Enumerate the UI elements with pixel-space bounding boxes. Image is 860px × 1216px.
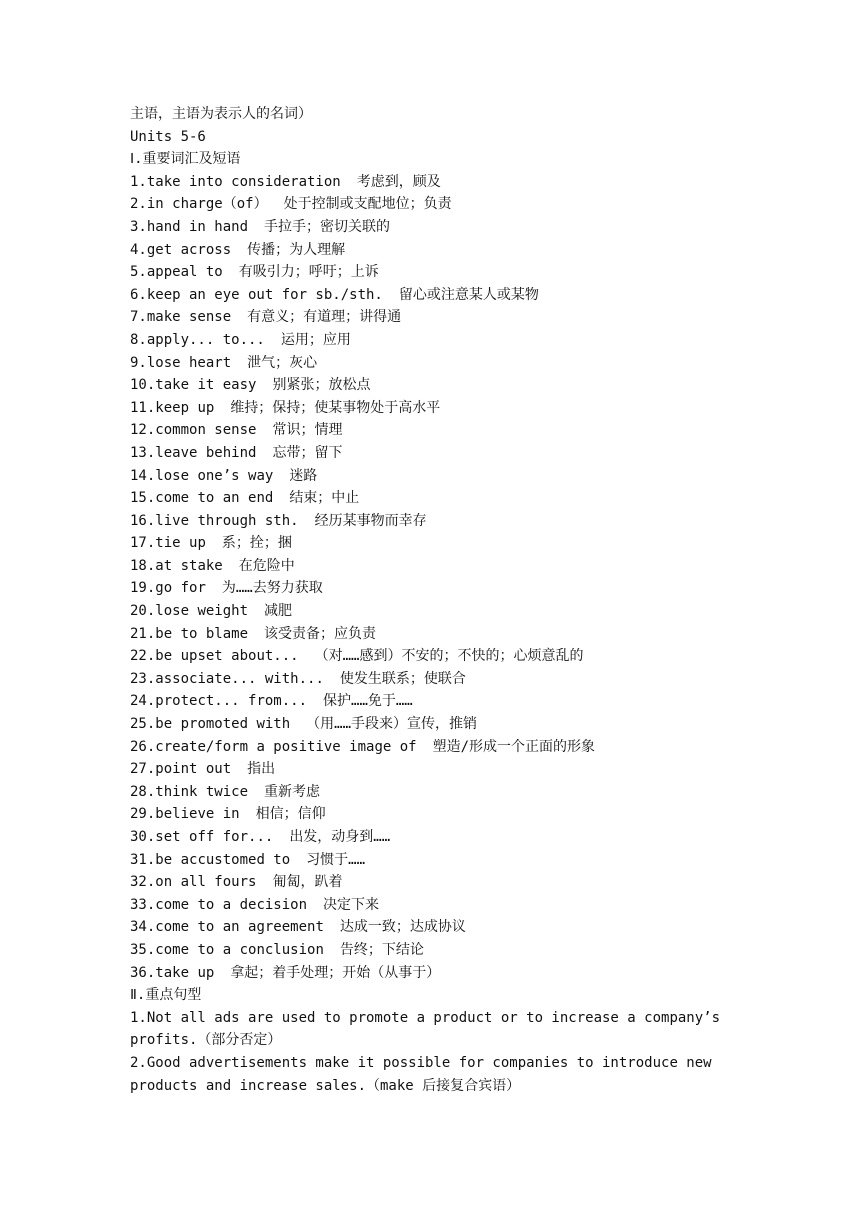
vocab-gap	[231, 352, 247, 375]
vocab-meaning: 系；拴；捆	[221, 535, 292, 552]
vocab-item	[130, 284, 740, 307]
vocab-item	[130, 758, 740, 781]
vocab-meaning: （用……手段来）宣传，推销	[306, 716, 478, 733]
vocab-number: 20.	[130, 603, 156, 620]
vocab-item	[130, 532, 740, 555]
vocab-gap	[256, 871, 272, 894]
vocab-gap	[248, 216, 264, 239]
vocab-meaning: 减肥	[264, 603, 293, 620]
vocab-number: 12.	[130, 422, 156, 439]
vocab-meaning: 为……去努力获取	[221, 580, 323, 597]
vocab-term: come to a conclusion	[155, 941, 324, 958]
section-title: Units 5-6	[130, 128, 206, 145]
vocab-term: make sense	[146, 309, 232, 326]
vocab-gap	[383, 284, 399, 307]
vocab-meaning: 指出	[247, 761, 276, 778]
vocab-meaning: 出发，动身到……	[289, 829, 391, 845]
vocab-meaning: 手拉手；密切关联的	[264, 218, 391, 235]
vocab-meaning: 使发生联系；使联合	[339, 670, 466, 687]
vocab-meaning: 考虑到，顾及	[356, 173, 441, 190]
vocab-gap	[206, 577, 222, 600]
vocab-term: protect... from...	[155, 693, 308, 710]
vocab-term: come to a decision	[155, 896, 308, 913]
vocab-meaning: （对……感到）不安的；不快的；心烦意乱的	[314, 648, 584, 665]
vocab-meaning: 经历某事物而幸存	[314, 512, 427, 529]
vocab-gap	[324, 939, 340, 962]
vocab-number: 24.	[130, 693, 156, 710]
vocab-number: 3.	[130, 218, 147, 235]
vocab-meaning: 拿起；着手处理；开始（从事于）	[230, 964, 441, 981]
vocab-item	[130, 261, 740, 284]
vocab-term: apply... to...	[146, 331, 265, 348]
vocab-item	[130, 668, 740, 691]
vocab-number: 26.	[130, 738, 156, 755]
vocab-item	[130, 193, 740, 216]
vocab-term: believe in	[155, 806, 240, 823]
vocab-number: 27.	[130, 761, 156, 778]
vocab-gap	[223, 261, 239, 284]
vocab-meaning: 忘带；留下	[272, 444, 343, 461]
vocab-item	[130, 736, 740, 759]
vocab-term: be promoted with	[155, 716, 291, 733]
vocab-number: 14.	[130, 467, 156, 484]
vocab-number: 25.	[130, 716, 156, 733]
vocab-term: tie up	[155, 535, 206, 552]
vocab-term: keep an eye out for sb./sth.	[146, 286, 383, 303]
vocab-meaning: 运用；应用	[280, 331, 351, 348]
vocab-term: come to an agreement	[155, 919, 324, 936]
vocab-term: keep up	[155, 399, 215, 416]
vocab-number: 21.	[130, 625, 156, 642]
vocab-meaning: 迷路	[289, 467, 318, 484]
vocab-term: lose weight	[155, 603, 249, 620]
vocab-meaning: 决定下来	[323, 896, 380, 913]
intro-line: 主语，主语为表示人的名词）	[130, 106, 312, 122]
vocab-item	[130, 577, 740, 600]
vocab-gap	[268, 193, 284, 216]
vocab-item	[130, 465, 740, 488]
vocab-number: 11.	[130, 399, 156, 416]
vocab-term: on all fours	[155, 874, 257, 891]
vocab-meaning: 常识；情理	[272, 422, 343, 439]
vocab-gap	[214, 962, 230, 985]
vocab-number: 10.	[130, 377, 156, 394]
vocab-gap	[273, 826, 289, 849]
vocab-gap	[307, 894, 323, 917]
vocab-meaning: 结束；中止	[289, 490, 360, 507]
vocab-meaning: 维持；保持；使某事物处于高水平	[230, 399, 441, 416]
vocab-term: associate... with...	[155, 670, 324, 687]
vocab-term: in charge（of）	[146, 196, 268, 213]
vocab-item	[130, 487, 740, 510]
vocab-gap	[256, 442, 272, 465]
vocab-number: 35.	[130, 941, 156, 958]
vocab-item	[130, 939, 740, 962]
vocab-item	[130, 803, 740, 826]
vocab-item	[130, 216, 740, 239]
vocab-gap	[299, 510, 315, 533]
vocab-number: 1.	[130, 173, 147, 190]
vocab-item	[130, 871, 740, 894]
vocab-gap	[256, 419, 272, 442]
vocab-gap	[223, 555, 239, 578]
vocab-item	[130, 329, 740, 352]
vocab-gap	[231, 758, 247, 781]
vocab-gap	[417, 736, 433, 759]
vocab-meaning: 匍匐，趴着	[272, 874, 343, 891]
vocab-item	[130, 916, 740, 939]
vocab-number: 15.	[130, 490, 156, 507]
vocab-item	[130, 397, 740, 420]
vocab-item	[130, 419, 740, 442]
vocab-item	[130, 623, 740, 646]
vocab-number: 29.	[130, 806, 156, 823]
vocab-gap	[248, 623, 264, 646]
vocab-meaning: 重新考虑	[264, 783, 321, 800]
vocab-number: 32.	[130, 874, 156, 891]
vocab-number: 16.	[130, 512, 156, 529]
sentence-line-continued: products and increase sales.（make 后接复合宾语）	[130, 1077, 521, 1094]
vocab-meaning: 处于控制或支配地位；负责	[283, 196, 452, 213]
vocab-term: take into consideration	[146, 173, 341, 190]
vocab-gap	[265, 329, 281, 352]
vocab-number: 6.	[130, 286, 147, 303]
vocab-item	[130, 600, 740, 623]
vocab-item	[130, 894, 740, 917]
vocab-number: 34.	[130, 919, 156, 936]
vocab-item	[130, 171, 740, 194]
vocab-number: 2.	[130, 196, 147, 213]
vocab-term: be upset about...	[155, 648, 299, 665]
vocab-meaning: 别紧张；放松点	[272, 377, 371, 394]
vocab-meaning: 传播；为人理解	[247, 241, 346, 258]
vocab-gap	[273, 465, 289, 488]
vocab-gap	[324, 916, 340, 939]
vocab-term: at stake	[155, 557, 223, 574]
vocab-number: 36.	[130, 964, 156, 981]
vocab-meaning: 有吸引力；呼吁；上诉	[238, 264, 379, 281]
vocab-meaning: 告终；下结论	[339, 941, 424, 958]
vocab-meaning: 泄气；灰心	[247, 354, 318, 371]
sentence-list	[130, 1007, 740, 1097]
sentence-line: 2.Good advertisements make it possible for companies to introduce new	[130, 1054, 712, 1071]
vocab-term: lose one’s way	[155, 467, 274, 484]
vocab-number: 19.	[130, 580, 156, 597]
vocab-number: 7.	[130, 309, 147, 326]
vocab-item	[130, 962, 740, 985]
vocab-number: 31.	[130, 851, 156, 868]
vocab-term: lose heart	[146, 354, 232, 371]
vocab-item	[130, 713, 740, 736]
sentence-line: 1.Not all ads are used to promote a product or to increase a company’s	[130, 1009, 721, 1026]
vocab-term: take up	[155, 964, 215, 981]
vocab-term: point out	[155, 761, 232, 778]
vocab-meaning: 该受责备；应负责	[264, 625, 377, 642]
vocab-term: leave behind	[155, 444, 257, 461]
vocab-gap	[214, 397, 230, 420]
vocab-gap	[231, 306, 247, 329]
vocab-term: hand in hand	[146, 218, 249, 235]
vocab-number: 33.	[130, 896, 156, 913]
part1-heading: Ⅰ.重要词汇及短语	[130, 151, 241, 168]
vocab-list	[130, 171, 740, 984]
vocab-term: common sense	[155, 422, 257, 439]
vocab-number: 23.	[130, 670, 156, 687]
vocab-term: live through sth.	[155, 512, 299, 529]
vocab-item	[130, 849, 740, 872]
vocab-number: 9.	[130, 354, 147, 371]
vocab-gap	[324, 668, 340, 691]
vocab-number: 28.	[130, 783, 156, 800]
vocab-number: 13.	[130, 444, 156, 461]
vocab-meaning: 保护……免于……	[323, 693, 413, 710]
vocab-gap	[206, 532, 222, 555]
vocab-number: 8.	[130, 331, 147, 348]
part2-heading: Ⅱ.重点句型	[130, 987, 202, 1004]
vocab-item	[130, 510, 740, 533]
vocab-term: come to an end	[155, 490, 274, 507]
vocab-term: take it easy	[155, 377, 257, 394]
vocab-item	[130, 555, 740, 578]
vocab-term: go for	[155, 580, 206, 597]
vocab-item	[130, 645, 740, 668]
vocab-gap	[273, 487, 289, 510]
vocab-term: get across	[146, 241, 232, 258]
vocab-meaning: 在危险中	[238, 557, 295, 574]
vocab-term: set off for...	[155, 829, 274, 845]
vocab-number: 22.	[130, 648, 156, 665]
vocab-gap	[248, 781, 264, 804]
vocab-meaning: 习惯于……	[306, 851, 366, 868]
vocab-meaning: 相信；信仰	[255, 806, 326, 823]
vocab-item	[130, 239, 740, 262]
sentence-line-continued: profits.（部分否定）	[130, 1032, 282, 1049]
vocab-term: create/form a positive image of	[155, 738, 417, 755]
vocab-item	[130, 352, 740, 375]
vocab-gap	[341, 171, 357, 194]
vocab-number: 4.	[130, 241, 147, 258]
vocab-meaning: 塑造/形成一个正面的形象	[432, 738, 596, 755]
vocab-item	[130, 442, 740, 465]
vocab-gap	[290, 849, 306, 872]
vocab-term: be accustomed to	[155, 851, 291, 868]
vocab-number: 18.	[130, 557, 156, 574]
vocab-number: 5.	[130, 264, 147, 281]
vocab-gap	[240, 803, 256, 826]
document-page	[130, 103, 740, 1097]
vocab-meaning: 留心或注意某人或某物	[398, 286, 539, 303]
vocab-meaning: 有意义；有道理；讲得通	[247, 309, 402, 326]
vocab-gap	[290, 713, 306, 736]
vocab-gap	[248, 600, 264, 623]
vocab-item	[130, 690, 740, 713]
vocab-term: appeal to	[146, 264, 223, 281]
vocab-gap	[307, 690, 323, 713]
vocab-item	[130, 826, 740, 849]
vocab-term: be to blame	[155, 625, 249, 642]
vocab-item	[130, 374, 740, 397]
vocab-number: 17.	[130, 535, 156, 552]
vocab-gap	[299, 645, 315, 668]
vocab-gap	[231, 239, 247, 262]
vocab-item	[130, 306, 740, 329]
vocab-gap	[256, 374, 272, 397]
vocab-item	[130, 781, 740, 804]
vocab-number: 30.	[130, 829, 156, 845]
vocab-meaning: 达成一致；达成协议	[339, 919, 466, 936]
vocab-term: think twice	[155, 783, 249, 800]
